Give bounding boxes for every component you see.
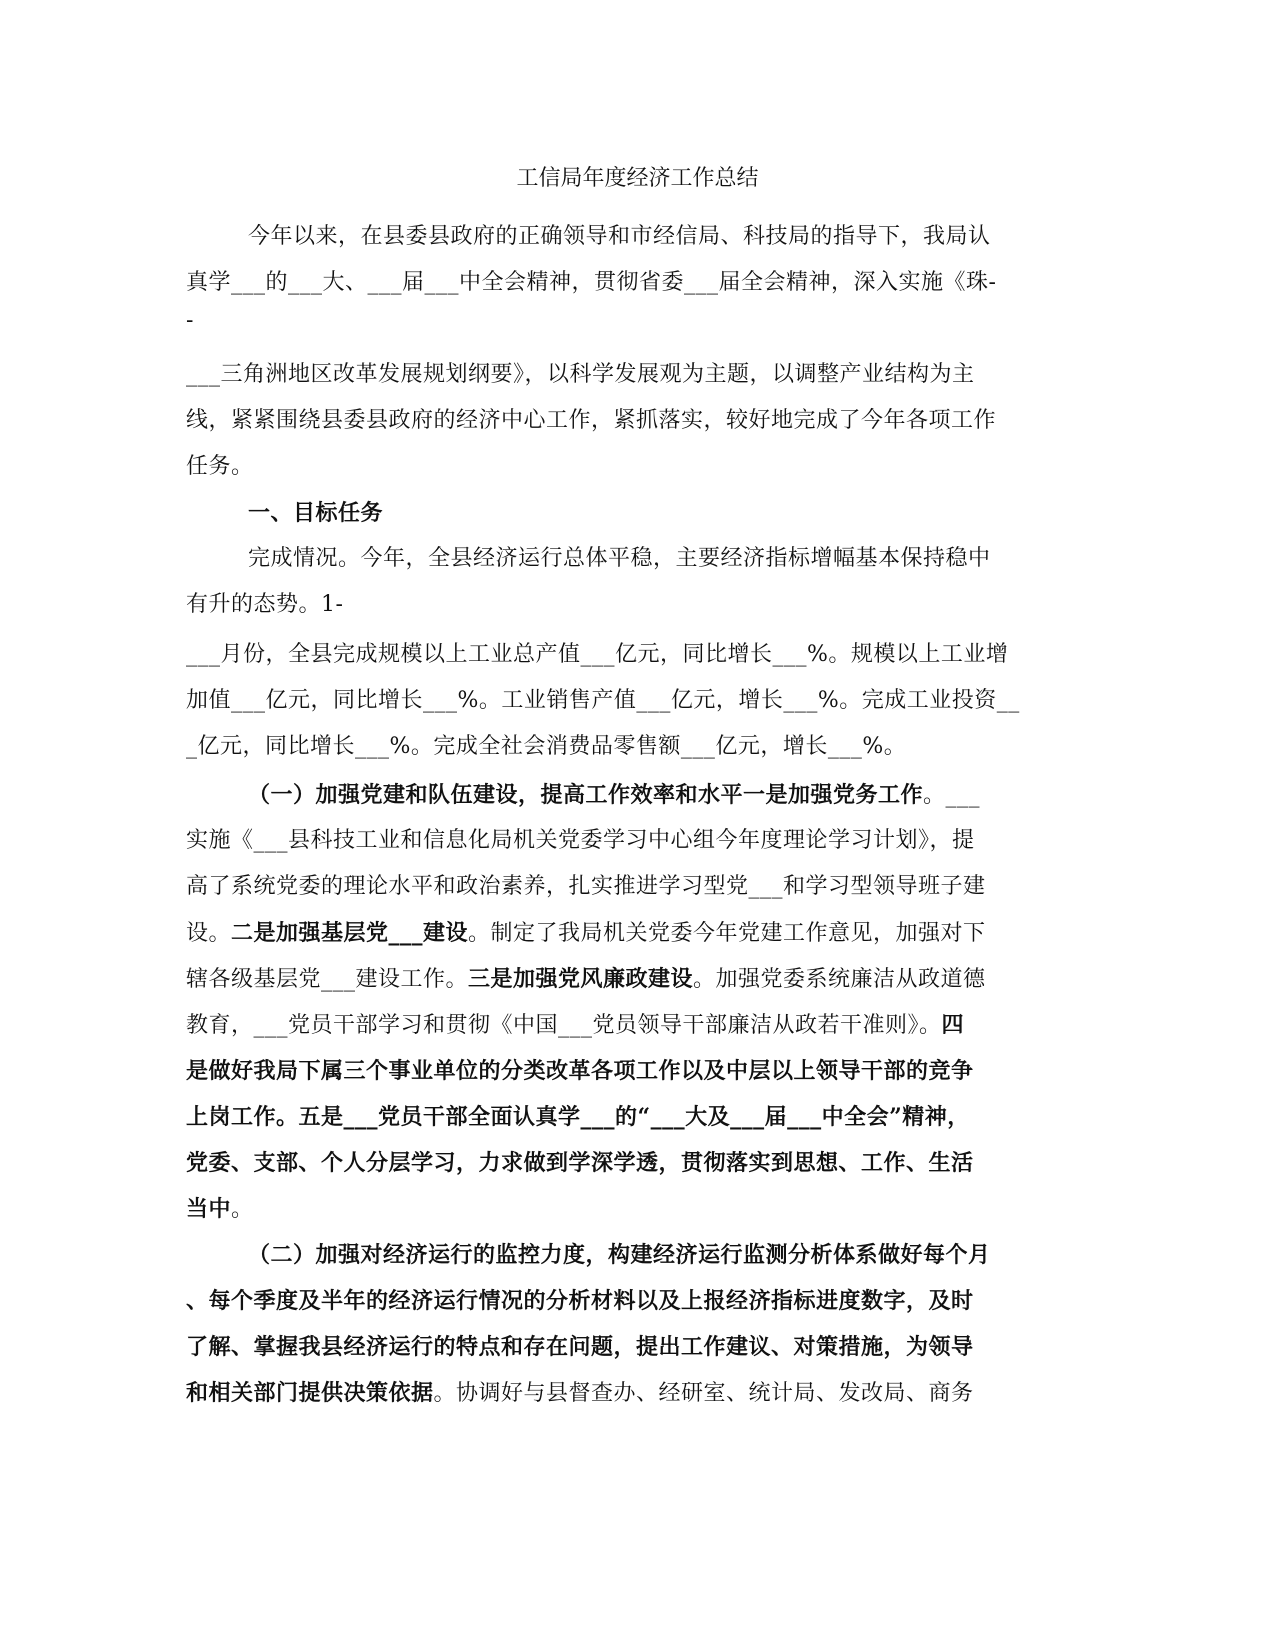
paragraph-line	[186, 640, 1086, 670]
text-run: 。	[231, 1197, 254, 1222]
paragraph-line	[186, 686, 1086, 716]
paragraph-line	[248, 222, 1148, 252]
text-run: 。制定了我局机关党委今年党建工作意见，加强对下	[468, 921, 986, 946]
paragraph-line	[186, 1194, 1086, 1225]
text-run: 有升的态势。1-	[186, 592, 344, 617]
paragraph-line	[186, 268, 1086, 298]
bold-text: 和相关部门提供决策依据	[186, 1380, 434, 1406]
text-run: 任务。	[186, 454, 254, 479]
text-run: 设。	[186, 921, 232, 946]
text-run: 真学___的___大、___届___中全会精神，贯彻省委___届全会精神，深入实施《珠-	[186, 270, 997, 295]
paragraph-line	[186, 918, 1086, 949]
paragraph-line	[186, 590, 1086, 620]
bold-text: 一、目标任务	[248, 500, 384, 526]
text-run: 。协调好与县督查办、经研室、统计局、发改局、商务	[433, 1381, 974, 1406]
bold-text: 二是加强基层党___建设	[231, 920, 469, 946]
paragraph-line	[186, 1010, 1086, 1041]
paragraph-line	[186, 360, 1086, 390]
bold-text: 是做好我局下属三个事业单位的分类改革各项工作以及中层以上领导干部的竞争	[186, 1058, 974, 1084]
paragraph-line	[186, 872, 1086, 902]
paragraph-line	[248, 498, 1148, 529]
text-run: _亿元，同比增长___%。完成全社会消费品零售额___亿元，增长___%。	[186, 734, 907, 759]
bold-text: 四	[941, 1012, 965, 1038]
text-run: 线，紧紧围绕县委县政府的经济中心工作，紧抓落实，较好地完成了今年各项工作	[186, 408, 997, 433]
text-run: -	[186, 308, 194, 333]
paragraph-line	[186, 1286, 1086, 1317]
text-run: 高了系统党委的理论水平和政治素养，扎实推进学习型党___和学习型领导班子建	[186, 874, 986, 899]
bold-text: （一）加强党建和队伍建设，提高工作效率和水平一是加强党务工作	[248, 782, 924, 808]
bold-text: 了解、掌握我县经济运行的特点和存在问题，提出工作建议、对策措施，为领导	[186, 1334, 974, 1360]
text-run: 教育，___党员干部学习和贯彻《中国___党员领导干部廉洁从政若干准则》。	[186, 1013, 942, 1038]
text-run: 。___	[923, 783, 981, 808]
text-run: ___三角洲地区改革发展规划纲要》，以科学发展观为主题，以调整产业结构为主	[186, 362, 975, 387]
bold-text: 党委、支部、个人分层学习，力求做到学深学透，贯彻落实到思想、工作、生活	[186, 1150, 974, 1176]
paragraph-line	[186, 732, 1086, 762]
bold-text: 当中	[186, 1196, 232, 1222]
text-run: 实施《___县科技工业和信息化局机关党委学习中心组今年度理论学习计划》，提	[186, 828, 975, 853]
paragraph-line	[248, 780, 1148, 811]
paragraph-line	[186, 452, 1086, 482]
paragraph-line	[186, 826, 1086, 856]
document-title: 工信局年度经济工作总结	[516, 166, 759, 191]
paragraph-line	[186, 306, 1086, 336]
text-run: 完成情况。今年，全县经济运行总体平稳，主要经济指标增幅基本保持稳中	[248, 546, 991, 571]
text-run: 。加强党委系统廉洁从政道德	[693, 967, 986, 992]
bold-text: 、每个季度及半年的经济运行情况的分析材料以及上报经济指标进度数字，及时	[186, 1288, 974, 1314]
paragraph-line	[248, 1240, 1148, 1271]
paragraph-line	[186, 1378, 1086, 1409]
text-run: 加值___亿元，同比增长___%。工业销售产值___亿元，增长___%。完成工业投资__	[186, 688, 1020, 713]
paragraph-line	[186, 1148, 1086, 1179]
bold-text: （二）加强对经济运行的监控力度，构建经济运行监测分析体系做好每个月	[248, 1242, 991, 1268]
text-run: 今年以来，在县委县政府的正确领导和市经信局、科技局的指导下，我局认	[248, 224, 991, 249]
paragraph-line	[186, 406, 1086, 436]
paragraph-line	[186, 1102, 1086, 1133]
bold-text: 三是加强党风廉政建设	[468, 966, 694, 992]
text-run: ___月份，全县完成规模以上工业总产值___亿元，同比增长___%。规模以上工业增	[186, 642, 1009, 667]
text-run: 辖各级基层党___建设工作。	[186, 967, 469, 992]
paragraph-line	[186, 964, 1086, 995]
paragraph-line	[248, 544, 1148, 574]
bold-text: 上岗工作。五是___党员干部全面认真学___的“___大及___届___中全会”精神，	[186, 1104, 970, 1130]
paragraph-line	[186, 1332, 1086, 1363]
paragraph-line	[186, 1056, 1086, 1087]
